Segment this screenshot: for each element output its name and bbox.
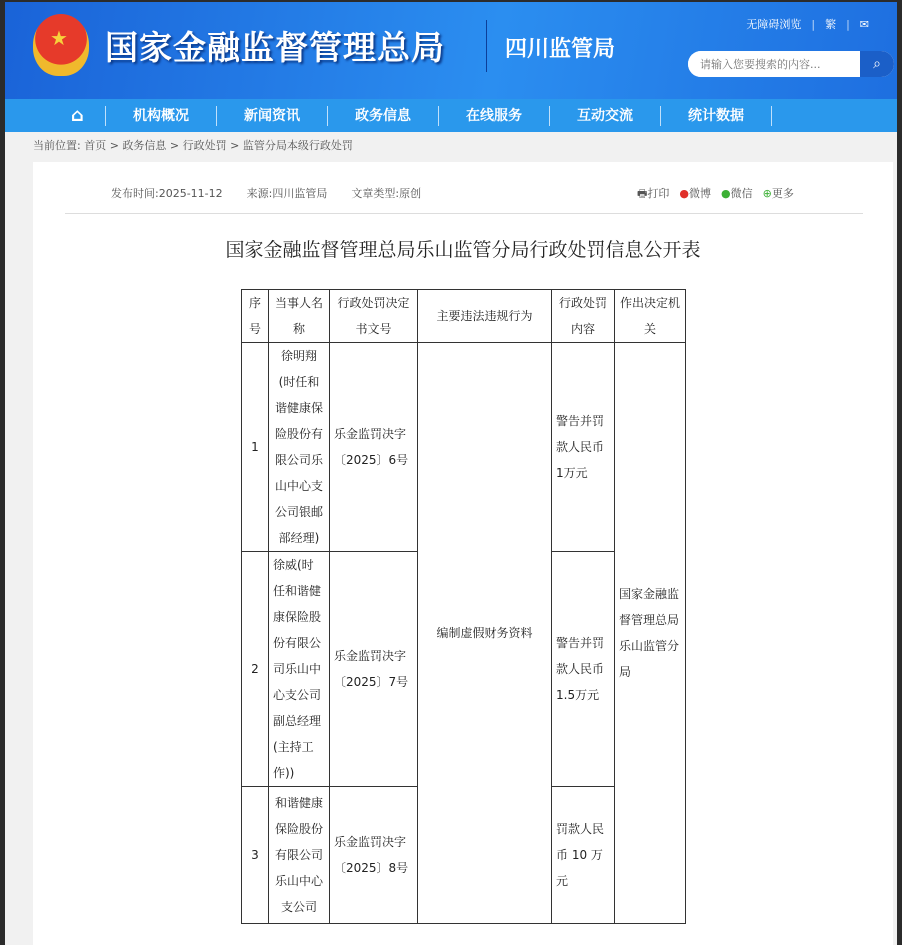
table-header-row xyxy=(242,290,686,343)
page xyxy=(5,2,897,945)
printer-icon: 🖶 xyxy=(637,187,648,200)
party-name: 徐威(时任和谐健康保险股份有限公司乐山中心支公司副总经理(主持工作)) xyxy=(269,552,330,787)
penalty-content: 警告并罚款人民币1.5万元 xyxy=(552,552,615,787)
national-emblem-logo xyxy=(33,14,89,76)
search-input[interactable] xyxy=(688,51,858,77)
main-nav xyxy=(5,99,897,132)
table-row xyxy=(242,343,686,552)
divider xyxy=(486,20,487,72)
weibo-share-button[interactable] xyxy=(679,185,711,204)
mail-icon[interactable]: ✉ xyxy=(859,17,869,31)
party-name: 徐明翔(时任和谐健康保险股份有限公司乐山中心支公司银邮部经理) xyxy=(269,343,330,552)
print-button[interactable] xyxy=(637,185,669,204)
nav-item[interactable]: 互动交流 xyxy=(550,106,661,126)
home-icon[interactable]: ⌂ xyxy=(50,106,106,126)
branch-name: 四川监管局 xyxy=(505,37,616,62)
header-cell: 序号 xyxy=(242,290,269,343)
nav-item[interactable]: 机构概况 xyxy=(106,106,217,126)
nav-item[interactable]: 政务信息 xyxy=(328,106,439,126)
breadcrumb-link[interactable]: 监管分局本级行政处罚 xyxy=(242,139,353,152)
accessible-browse-link[interactable]: 无障碍浏览 xyxy=(746,18,802,31)
search-box xyxy=(688,51,894,77)
weibo-label: 微博 xyxy=(689,187,711,200)
header-cell: 行政处罚决定书文号 xyxy=(330,290,418,343)
breadcrumb-label: 当前位置: xyxy=(33,139,81,152)
article-panel xyxy=(33,162,893,945)
divider xyxy=(65,213,863,214)
header: ★ 国家金融监督管理总局 四川监管局 无障碍浏览 | 繁 | ✉ 请输入您要搜索的内容... ⌕ xyxy=(5,2,897,99)
penalty-content: 罚款人民币 10 万元 xyxy=(552,787,615,924)
violation-behavior: 编制虚假财务资料 xyxy=(418,343,552,924)
wechat-share-button[interactable] xyxy=(721,185,753,204)
more-label: 更多 xyxy=(771,187,794,200)
weibo-icon: ● xyxy=(679,187,689,200)
penalty-content: 警告并罚款人民币1万元 xyxy=(552,343,615,552)
header-cell: 当事人名称 xyxy=(269,290,330,343)
party-name: 和谐健康保险股份有限公司乐山中心支公司 xyxy=(269,787,330,924)
site-title[interactable]: 国家金融监督管理总局 xyxy=(105,28,445,67)
plus-circle-icon: ⊕ xyxy=(762,187,772,200)
traditional-chinese-link[interactable]: 繁 xyxy=(825,18,837,31)
article-type: 文章类型:原创 xyxy=(351,187,422,200)
penalty-table xyxy=(241,289,686,924)
row-number: 2 xyxy=(242,552,269,787)
breadcrumb-link[interactable]: 行政处罚 xyxy=(182,139,227,152)
decision-number: 乐金监罚决字〔2025〕6号 xyxy=(330,343,418,552)
deciding-authority: 国家金融监督管理总局乐山监管分局 xyxy=(615,343,686,924)
decision-number: 乐金监罚决字〔2025〕7号 xyxy=(330,552,418,787)
print-label: 打印 xyxy=(647,187,670,200)
nav-item[interactable]: 新闻资讯 xyxy=(217,106,328,126)
article-title: 国家金融监督管理总局乐山监管分局行政处罚信息公开表 xyxy=(225,239,701,261)
breadcrumb-link[interactable]: 政务信息 xyxy=(122,139,167,152)
publish-date: 发布时间:2025-11-12 xyxy=(111,187,223,200)
wechat-icon: ● xyxy=(721,187,731,200)
wechat-label: 微信 xyxy=(730,187,753,200)
header-cell: 作出决定机关 xyxy=(615,290,686,343)
breadcrumb-link[interactable]: 首页 xyxy=(84,139,107,152)
header-cell: 行政处罚内容 xyxy=(552,290,615,343)
row-number: 1 xyxy=(242,343,269,552)
search-icon[interactable]: ⌕ xyxy=(860,51,894,77)
row-number: 3 xyxy=(242,787,269,924)
nav-item[interactable]: 统计数据 xyxy=(661,106,772,126)
breadcrumb: 当前位置: 首页 > 政务信息 > 行政处罚 > 监管分局本级行政处罚 xyxy=(33,139,353,152)
more-share-button[interactable] xyxy=(763,185,794,204)
nav-item[interactable]: 在线服务 xyxy=(439,106,550,126)
decision-number: 乐金监罚决字〔2025〕8号 xyxy=(330,787,418,924)
source: 来源:四川监管局 xyxy=(246,187,328,200)
header-cell: 主要违法违规行为 xyxy=(418,290,552,343)
